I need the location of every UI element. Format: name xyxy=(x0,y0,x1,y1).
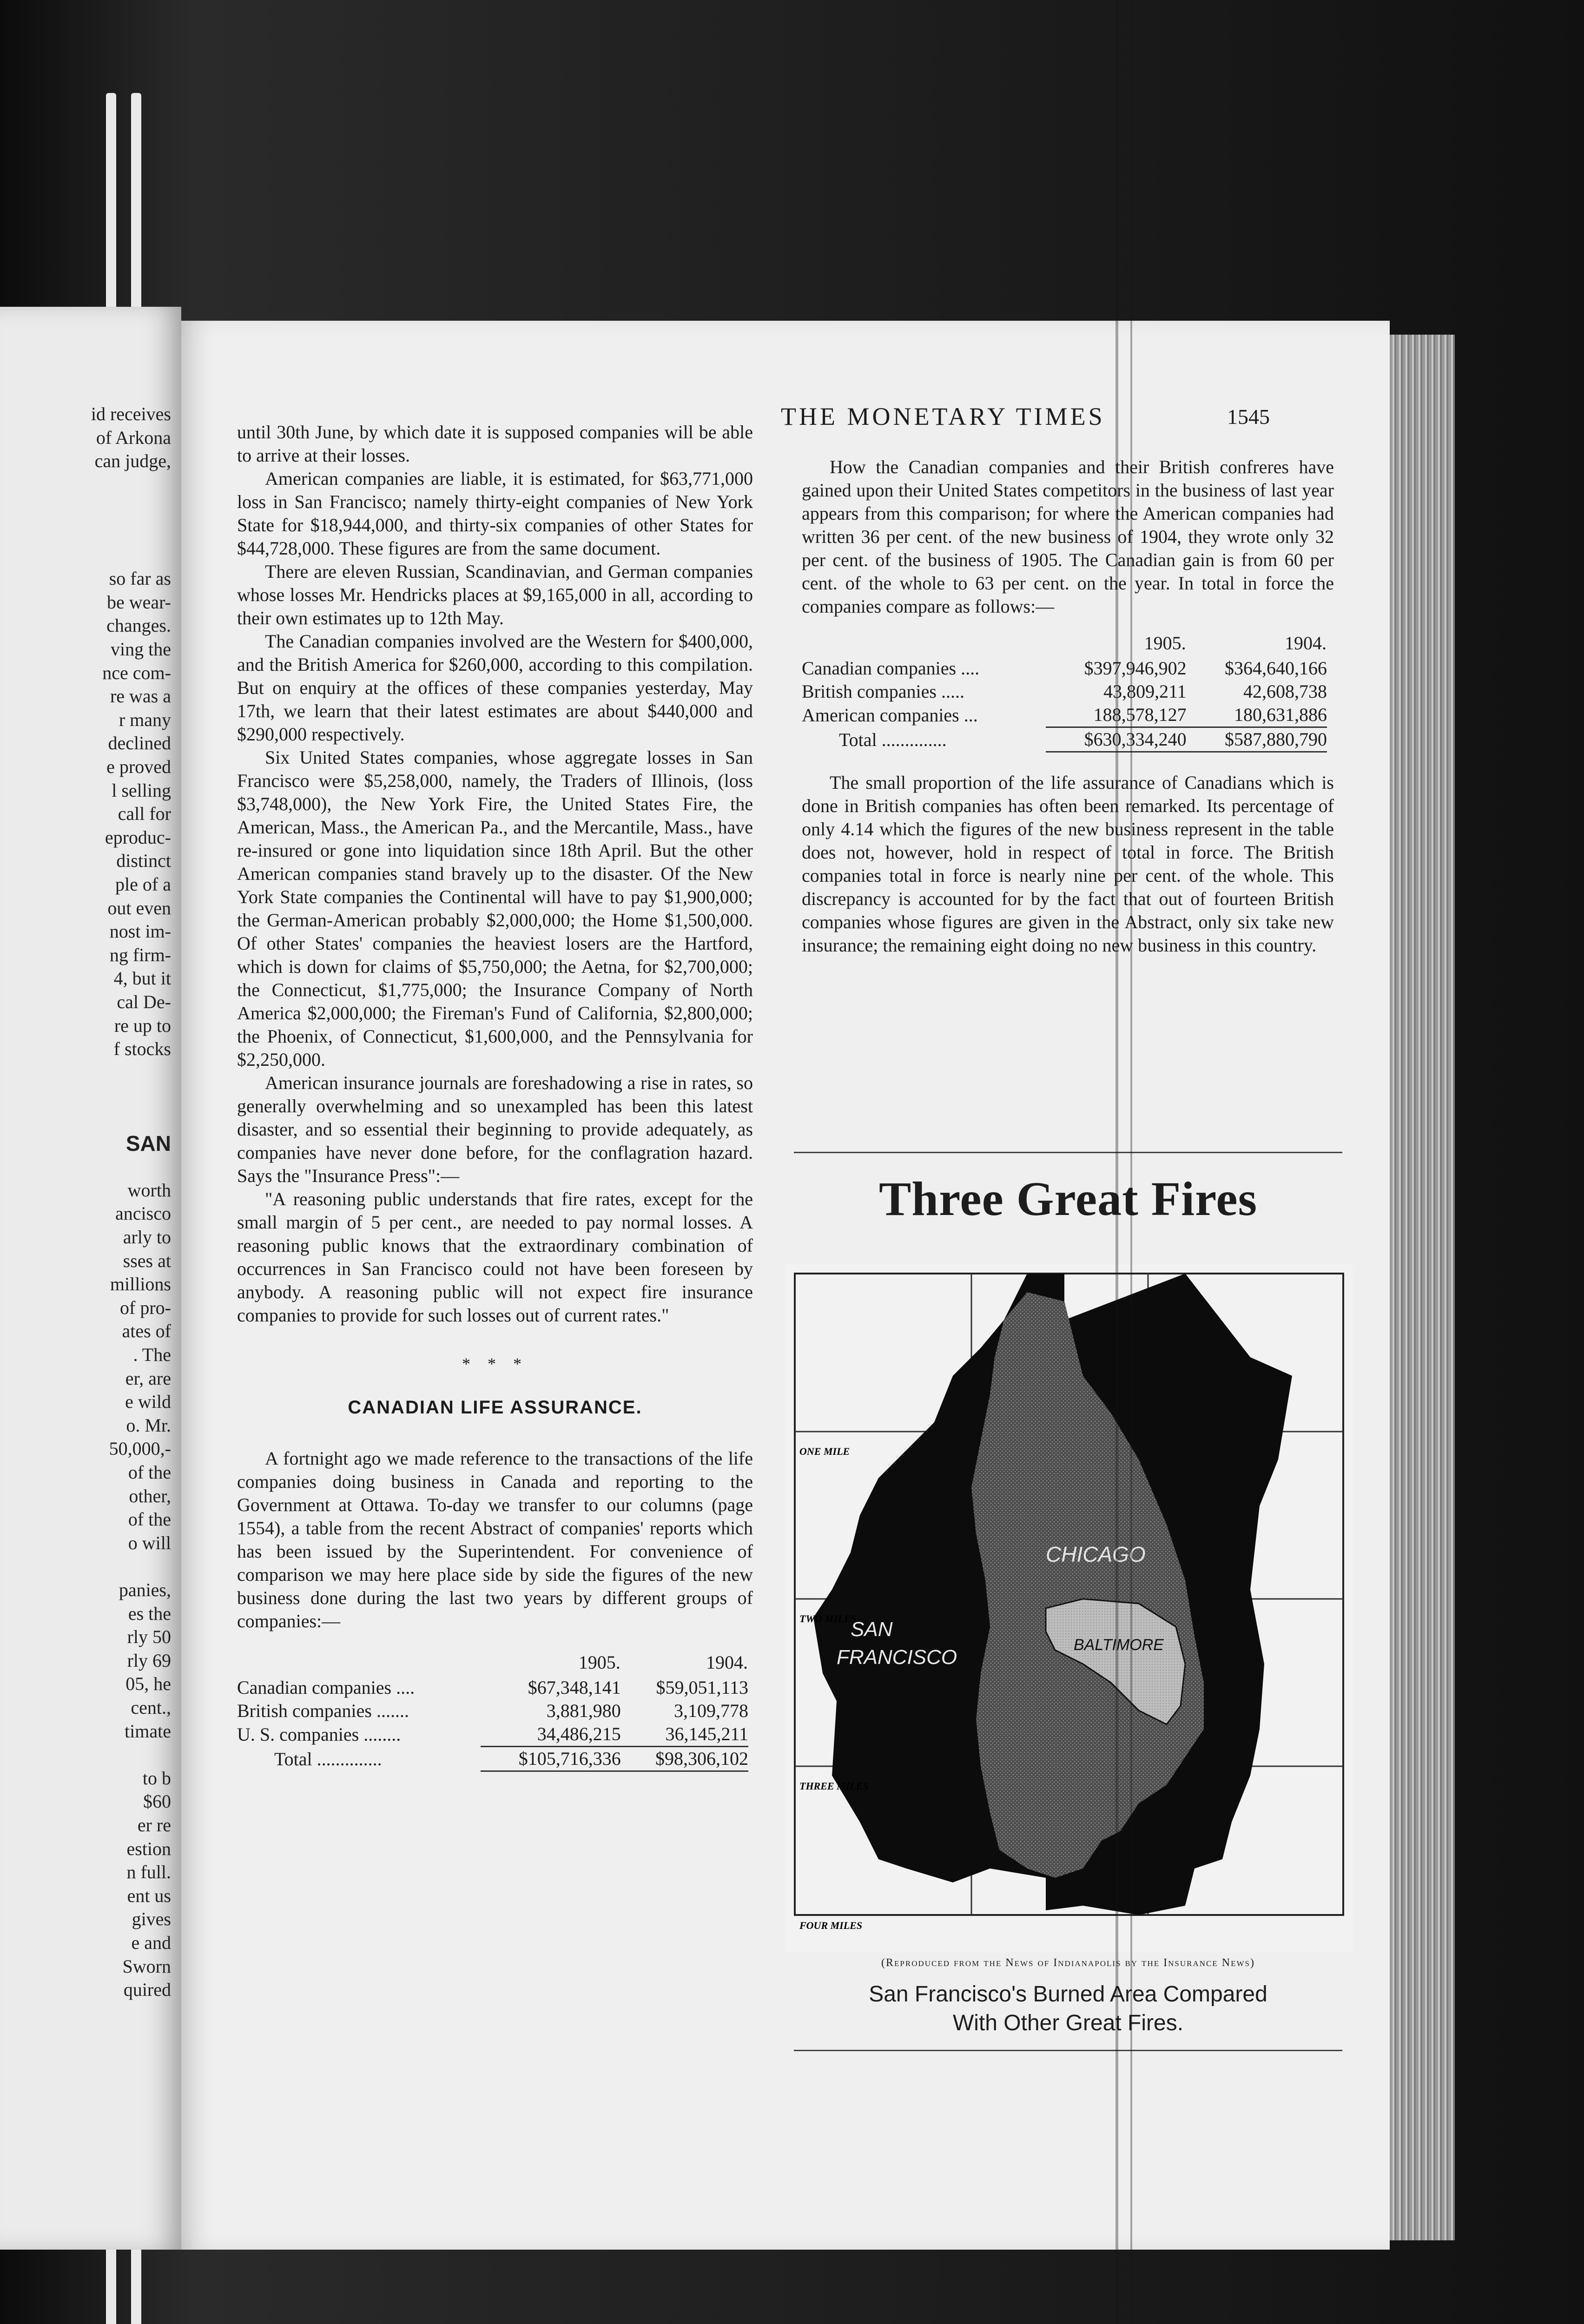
year-header: 1905. xyxy=(578,1652,620,1673)
text-fragment: distinct xyxy=(116,850,171,872)
figure-credit: (Reproduced from the News of Indianapolis by the Insurance News) xyxy=(881,1957,1255,1969)
text-fragment: arly to xyxy=(123,1227,171,1248)
text-fragment: . The xyxy=(133,1344,171,1365)
year-header: 1904. xyxy=(1285,633,1327,654)
text-fragment: to b xyxy=(142,1767,171,1789)
text-fragment: ple of a xyxy=(115,874,171,895)
text-fragment: quired xyxy=(123,1979,171,2000)
text-fragment: of pro- xyxy=(120,1297,171,1318)
text-fragment: id receives xyxy=(91,403,171,424)
table-row xyxy=(802,680,1327,703)
text-fragment: nce com- xyxy=(102,662,171,683)
paragraph: Six United States companies, whose aggregate losses in San Francisco were $5,258,000, namely, the Traders of Illinois, (loss $3,748,000), the New York Fire, the United States Fire, the American, Mass., the American Pa., and the Mercantile, Mass., have re-insured or gone into liquidation since 18th April. But the other American companies stand bravely up to the disaster. Of the New York State companies the Continental will have to pay $1,900,000; the German-American probably $2,000,000; the Home $1,500,000. Of other States' companies the heaviest losers are the Hartford, which is down for claims of $5,750,000; the Aetna, for $2,700,000; the Connecticut, $1,775,000; the Insurance Company of North America $2,000,000; the Fireman's Fund of California, $2,800,000; the Phoenix, of Connecticut, $1,600,000, and the Pennsylvania for $2,250,000. xyxy=(237,747,753,1070)
value-1905: 43,809,211 xyxy=(1103,681,1187,702)
text-fragment: ng firm- xyxy=(109,944,171,965)
left-page-fragment xyxy=(0,307,181,2250)
figure-title: Three Great Fires xyxy=(878,1172,1258,1226)
paragraph: There are eleven Russian, Scandinavian, and German companies whose losses Mr. Hendricks places at $9,165,000 in all, according to their own estimates up to 12th May. xyxy=(237,561,753,628)
caption-line: With Other Great Fires. xyxy=(952,2011,1184,2035)
value-1905: $397,946,902 xyxy=(1084,658,1187,679)
rule xyxy=(794,1152,1342,1153)
film-scratch xyxy=(1130,0,1132,2324)
text-fragment: re was a xyxy=(110,686,171,707)
paragraph: How the Canadian companies and their British confreres have gained upon their United States competitors in the business of last year appears from this comparison; for where the American companies had written 36 per cent. of the new business of 1904, they wrote only 32 per cent. of the business of 1905. The Canadian gain is from 60 per cent. of the whole to 63 per cent. on the year. In total in force the companies compare as follows:— xyxy=(802,456,1334,617)
value-1904: $98,306,102 xyxy=(655,1748,748,1769)
value-1904: $364,640,166 xyxy=(1225,658,1327,679)
text-fragment: declined xyxy=(108,733,171,754)
quote-paragraph: "A reasoning public understands that fire rates, except for the small margin of 5 per cent., are needed to pay normal losses. A reasoning public knows that the extraordinary combination of occurrences in San Francisco could not have been foreseen by anybody. A reasoning public will not expect fire insurance companies to provide for such losses out of current rates." xyxy=(237,1188,753,1326)
text-fragment: rly 50 xyxy=(127,1626,171,1648)
row-label: British companies ..... xyxy=(802,681,964,702)
text-fragment: er re xyxy=(137,1815,171,1835)
text-fragment: cal De- xyxy=(117,991,171,1012)
paragraph: The Canadian companies involved are the Western for $400,000, and the British America for $260,000, according to this compilation. But on enquiry at the offices of these companies yesterday, May 17th, we learn that their latest estimates are about $440,000 and $290,000 respectively. xyxy=(237,631,753,745)
paragraph: The small proportion of the life assurance of Canadians which is done in British companies has often been remarked. Its percentage of only 4.14 which the figures of the new business represent in the table does not, however, hold in respect of total in force. The British companies total in force is nearly nine per cent. of the whole. This discrepancy is accounted for by the fact that out of fourteen British companies whose figures are given in the Abstract, only six take new insurance; the remaining eight doing no new business in this country. xyxy=(802,772,1334,956)
left-column xyxy=(237,421,753,1772)
table-row xyxy=(237,1699,748,1723)
table-row xyxy=(237,1676,748,1699)
value-1904: 42,608,738 xyxy=(1243,681,1327,702)
value-1905: $67,348,141 xyxy=(528,1677,621,1698)
scale-label: TWO MILES xyxy=(799,1613,857,1624)
text-fragment: eproduc- xyxy=(105,826,171,848)
text-fragment: rly 69 xyxy=(127,1650,171,1671)
text-fragment: 50,000,- xyxy=(109,1438,171,1459)
rule xyxy=(794,2050,1342,2051)
running-head: THE MONETARY TIMES xyxy=(781,403,1105,430)
value-1905: 34,486,215 xyxy=(537,1723,621,1744)
text-fragment: es the xyxy=(128,1603,171,1624)
total-row xyxy=(802,728,1327,752)
scale-label: FOUR MILES xyxy=(799,1920,863,1931)
text-fragment: can judge, xyxy=(94,450,171,472)
text-fragment: l selling xyxy=(112,779,171,801)
fire-comparison-map xyxy=(785,1264,1353,1952)
text-fragment: cent., xyxy=(131,1697,171,1718)
text-fragment: o will xyxy=(128,1532,171,1553)
text-fragment: ving the xyxy=(111,639,171,660)
map-label-baltimore: BALTIMORE xyxy=(1074,1636,1164,1654)
text-fragment: other, xyxy=(129,1485,171,1506)
total-row xyxy=(237,1747,748,1771)
text-fragment: panies, xyxy=(119,1579,171,1600)
text-fragment: gives xyxy=(132,1908,171,1930)
text-fragment: e wild xyxy=(125,1391,171,1413)
paragraph: American insurance journals are foreshadowing a rise in rates, so generally overwhelming and so unexampled has been this latest disaster, and so essential their beginning to provide adequately, as companies have never done before, for the conflagration hazard. Says the "Insurance Press":— xyxy=(237,1072,753,1186)
value-1905: $630,334,240 xyxy=(1084,729,1187,750)
text-fragment: sses at xyxy=(123,1250,171,1271)
text-fragment: nost im- xyxy=(109,921,171,942)
text-fragment: so far as xyxy=(109,568,171,589)
row-label: Canadian companies .... xyxy=(802,658,980,679)
figure-caption xyxy=(794,1980,1342,2038)
text-fragment: of the xyxy=(128,1509,171,1530)
value-1904: 3,109,778 xyxy=(674,1700,748,1721)
row-label: Total .............. xyxy=(274,1748,382,1769)
row-label: British companies ....... xyxy=(237,1700,409,1721)
section-divider: * * * xyxy=(462,1354,528,1373)
value-1904: 36,145,211 xyxy=(665,1723,748,1744)
value-1905: $105,716,336 xyxy=(518,1748,621,1769)
text-fragment: 4, but it xyxy=(113,968,171,989)
film-scratch xyxy=(1115,0,1118,2324)
total-in-force-table xyxy=(802,631,1327,753)
text-fragment: ancisco xyxy=(115,1203,171,1224)
value-1904: 180,631,886 xyxy=(1234,704,1327,725)
section-heading: CANADIAN LIFE ASSURANCE. xyxy=(348,1397,642,1418)
scale-label: ONE MILE xyxy=(799,1446,850,1457)
text-fragment: be wear- xyxy=(107,591,171,613)
text-fragment: millions xyxy=(110,1274,171,1295)
text-fragment: changes. xyxy=(106,615,171,636)
text-fragment: out even xyxy=(107,897,171,918)
text-fragment: estion xyxy=(126,1838,171,1859)
right-column xyxy=(802,456,1334,957)
paragraph: until 30th June, by which date it is supposed companies will be able to arrive at their losses. xyxy=(237,422,753,466)
text-fragment: f stocks xyxy=(113,1038,171,1060)
text-fragment: e and xyxy=(131,1932,171,1953)
table-row xyxy=(237,1723,748,1747)
text-fragment: re up to xyxy=(114,1015,171,1036)
value-1905: 3,881,980 xyxy=(546,1700,621,1721)
year-header: 1905. xyxy=(1144,633,1186,654)
row-label: American companies ... xyxy=(802,704,978,726)
value-1905: 188,578,127 xyxy=(1093,704,1187,725)
text-fragment: of Arkona xyxy=(96,427,171,448)
row-label: U. S. companies ........ xyxy=(237,1723,401,1745)
text-fragment: er, are xyxy=(125,1367,171,1389)
table-row xyxy=(802,703,1327,727)
fragment-heading: SAN xyxy=(125,1131,171,1155)
main-page xyxy=(181,321,1390,2250)
map-label-san: SAN xyxy=(851,1618,893,1641)
text-fragment: Sworn xyxy=(122,1955,171,1977)
map-label-chicago: CHICAGO xyxy=(1046,1542,1146,1566)
year-header: 1904. xyxy=(706,1652,748,1673)
row-label: Canadian companies .... xyxy=(237,1677,415,1698)
text-fragment: call for xyxy=(118,803,171,825)
text-fragment: ates of xyxy=(122,1320,171,1342)
table-row xyxy=(802,657,1327,680)
paragraph: A fortnight ago we made reference to the transactions of the life companies doing business in Canada and reporting to the Government at Ottawa. To-day we transfer to our columns (page 1554), a table from the recent Abstract of companies' reports which has been issued by the Superintendent. For convenience of comparison we may here place side by side the figures of the new business done during the last two years by different groups of companies:— xyxy=(237,1448,753,1631)
map-label-francisco: FRANCISCO xyxy=(837,1646,957,1669)
row-label: Total .............. xyxy=(839,729,947,750)
text-fragment: timate xyxy=(125,1720,171,1742)
scale-label: THREE MILES xyxy=(799,1780,869,1792)
text-fragment: ent us xyxy=(127,1885,171,1906)
caption-line: San Francisco's Burned Area Compared xyxy=(869,1982,1267,2007)
value-1904: $59,051,113 xyxy=(656,1677,748,1698)
text-fragment: worth xyxy=(127,1179,171,1201)
value-1904: $587,880,790 xyxy=(1225,729,1327,750)
paragraph: American companies are liable, it is estimated, for $63,771,000 loss in San Francisco; namely thirty-eight companies of New York State for $18,944,000, and thirty-six companies of other States for $44,728,000. These figures are from the same document. xyxy=(237,468,753,559)
text-fragment: of the xyxy=(128,1462,171,1483)
text-fragment: e proved xyxy=(106,756,171,777)
new-business-table xyxy=(237,1651,748,1772)
text-fragment: 05, he xyxy=(125,1673,171,1695)
page-edges xyxy=(1390,335,1455,2240)
text-fragment: o. Mr. xyxy=(126,1414,171,1436)
text-fragment: n full. xyxy=(126,1862,171,1883)
page-number: 1545 xyxy=(1227,405,1270,429)
text-fragment: r many xyxy=(119,709,171,730)
text-fragment: $60 xyxy=(143,1791,171,1812)
